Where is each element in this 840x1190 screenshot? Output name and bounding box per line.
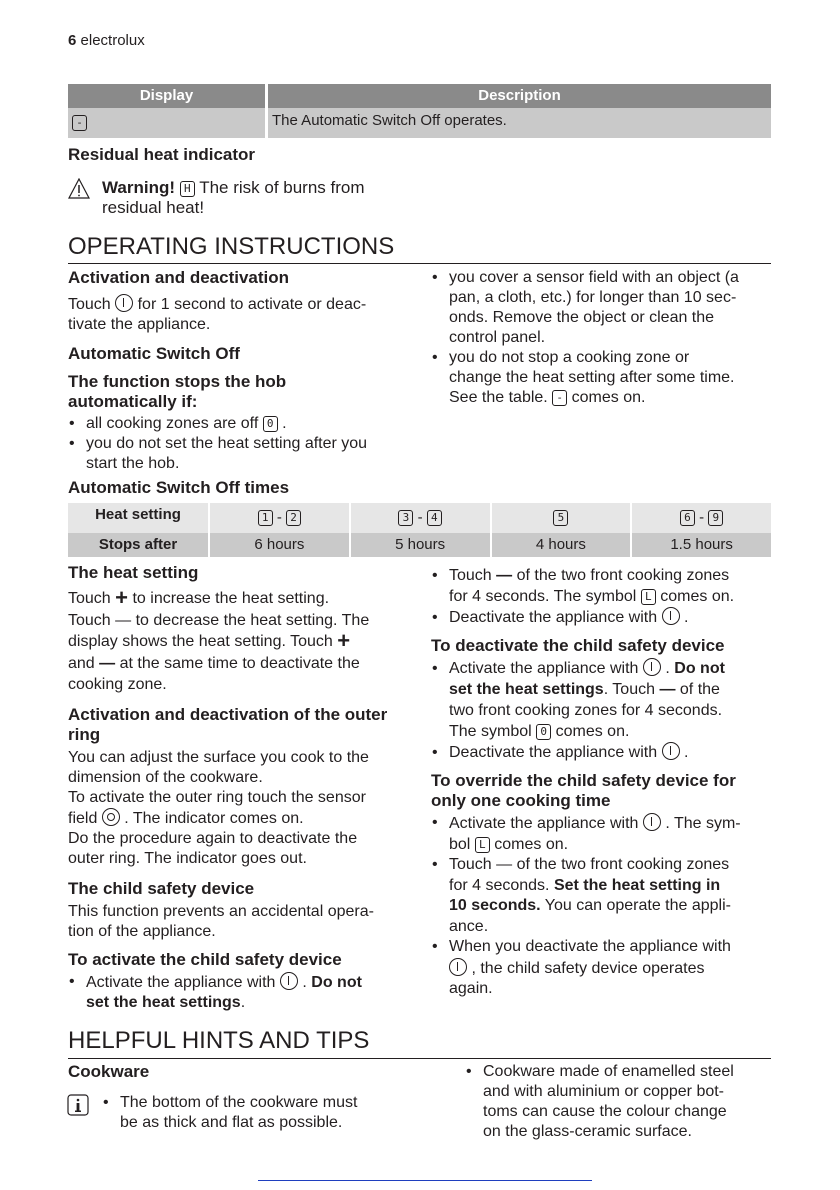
- minus-icon: —: [99, 654, 116, 672]
- stops-title: [68, 372, 413, 412]
- outer-title-2: ring: [68, 724, 101, 744]
- outer-text: [68, 748, 416, 869]
- sep-1: -: [276, 509, 282, 526]
- times-title: Automatic Switch Off times: [68, 478, 290, 497]
- a3-pre: Deactivate the appliance with: [449, 609, 658, 626]
- stops-list-left: [68, 414, 413, 474]
- list-item: [431, 937, 776, 1000]
- stops-title-1: The function stops the hob: [68, 372, 287, 391]
- outer-l6: outer ring. The indicator goes out.: [68, 849, 307, 867]
- child-text: [68, 902, 416, 942]
- child-deactivate-title: To deactivate the child safety device: [431, 636, 725, 655]
- list-item: [431, 855, 776, 937]
- operating-left-column: [68, 268, 413, 474]
- b2-line1: you do not set the heat setting after you: [86, 435, 368, 452]
- seg-5: 5: [553, 510, 568, 526]
- child-title: The child safety device: [68, 878, 255, 898]
- lower-left-column: [68, 563, 416, 1013]
- power-icon: [662, 607, 680, 625]
- child-activate-list: [68, 972, 416, 1013]
- sep-2: -: [417, 509, 423, 526]
- o1-l2-pre: bol: [449, 835, 471, 853]
- seg-1: 1: [258, 510, 273, 526]
- a2-l2-pre: for 4 seconds. The symbol: [449, 588, 637, 605]
- d1-bold2: set the heat settings: [449, 681, 604, 698]
- power-icon: [115, 294, 133, 312]
- o2-l3-bold: 10 seconds.: [449, 897, 541, 914]
- a1-pre: Activate the appliance with: [86, 973, 276, 991]
- override-list: [431, 813, 776, 1000]
- c2-l2: and with aluminium or copper bot-: [483, 1083, 725, 1100]
- outer-title-1: Activation and deactivation of the outer: [68, 704, 388, 724]
- heat-col-1: [210, 503, 349, 533]
- outer-title: [68, 705, 416, 745]
- warning-icon: [68, 178, 90, 205]
- residual-line2: residual heat!: [102, 198, 205, 217]
- o2-l4: ance.: [449, 917, 489, 935]
- d1-post2: of the: [679, 681, 720, 698]
- o1-pre: Activate the appliance with: [449, 815, 639, 832]
- list-item: [431, 348, 776, 408]
- power-icon: [662, 742, 680, 760]
- hints-rule: [68, 1058, 771, 1059]
- zero-symbol: 0: [536, 724, 551, 740]
- lower-right-column: [431, 565, 776, 1000]
- c1-l2: be as thick and flat as possible.: [120, 1114, 343, 1131]
- heat-l1-post: to increase the heat setting.: [132, 590, 330, 607]
- o2-l3-post: You can operate the appli-: [544, 897, 731, 914]
- o3-l2-post: , the child safety device operates: [471, 959, 705, 977]
- a2-post: of the two front cooking zones: [516, 567, 730, 584]
- display-table: [68, 84, 771, 138]
- list-item: [465, 1062, 775, 1142]
- zero-symbol: 0: [263, 416, 278, 432]
- child-l1: This function prevents an accidental opera-: [68, 902, 374, 920]
- warning-label: Warning!: [102, 178, 176, 197]
- stops-title-2: automatically if:: [68, 392, 198, 411]
- b3-line3: onds. Remove the object or clean the: [449, 309, 715, 326]
- d1-l3: two front cooking zones for 4 seconds.: [449, 702, 723, 719]
- activation-title: Activation and deactivation: [68, 268, 290, 287]
- heat-l5: cooking zone.: [68, 676, 167, 693]
- o2-l1: Touch — of the two front cooking zones: [449, 856, 730, 873]
- activation-post2: tivate the appliance.: [68, 316, 211, 333]
- residual-heat-title: Residual heat indicator: [68, 145, 256, 164]
- a1-mid: .: [302, 973, 307, 991]
- d2-pre: Deactivate the appliance with: [449, 744, 658, 761]
- override-title-1: To override the child safety device for: [431, 771, 736, 790]
- power-icon: [449, 958, 467, 976]
- lock-symbol: L: [641, 589, 656, 605]
- activation-pre: Touch: [68, 296, 111, 313]
- b4-line1: you do not stop a cooking zone or: [449, 349, 690, 366]
- heat-col-3: [492, 503, 631, 533]
- list-item: [431, 658, 776, 742]
- operating-right-column: [431, 268, 776, 408]
- cookware-list-left: [102, 1093, 422, 1133]
- list-item: [431, 607, 776, 628]
- page-header: [68, 32, 145, 49]
- o2-l2-pre: for 4 seconds.: [449, 876, 550, 894]
- list-item: [102, 1093, 422, 1133]
- child-activate-title: To activate the child safety device: [68, 949, 342, 969]
- list-item: [431, 813, 776, 855]
- heat-col-4: [632, 503, 771, 533]
- activation-post1: for 1 second to activate or deac-: [137, 296, 367, 313]
- a1-end: .: [240, 993, 246, 1011]
- outer-l1: You can adjust the surface you cook to the: [68, 748, 369, 766]
- operating-rule: [68, 263, 771, 264]
- override-title: [431, 771, 776, 811]
- d2-post: .: [684, 744, 689, 761]
- list-item: [68, 434, 413, 474]
- dash-symbol: -: [552, 390, 567, 406]
- hours-col-2: 5 hours: [395, 536, 446, 553]
- o1-post: . The sym-: [665, 815, 741, 832]
- residual-warning: [102, 178, 365, 218]
- d1-l4-pre: The symbol: [449, 723, 532, 740]
- residual-line1: The risk of burns from: [199, 178, 365, 197]
- table-cell-display: [68, 108, 265, 138]
- outer-l2: dimension of the cookware.: [68, 768, 263, 786]
- heat-title: The heat setting: [68, 563, 199, 582]
- heat-l1-pre: Touch: [68, 590, 111, 607]
- times-row1-label: Heat setting: [95, 506, 181, 523]
- heat-l4-post: at the same time to deactivate the: [119, 654, 360, 672]
- table-cell-description: The Automatic Switch Off operates.: [268, 108, 771, 138]
- residual-symbol: H: [180, 181, 195, 197]
- seg-3: 3: [398, 510, 413, 526]
- cookware-list-right: [465, 1062, 775, 1142]
- hours-col-4: 1.5 hours: [670, 536, 733, 553]
- child-activate-list-cont: [431, 565, 776, 628]
- power-icon: [280, 972, 298, 990]
- plus-icon: +: [337, 628, 351, 653]
- o3-l3: again.: [449, 980, 493, 997]
- list-item: [431, 742, 776, 763]
- c2-l4: on the glass-ceramic surface.: [483, 1123, 692, 1140]
- seg-4: 4: [427, 510, 442, 526]
- seg-2: 2: [286, 510, 301, 526]
- b4-pre: See the table.: [449, 389, 548, 406]
- times-row2-label: Stops after: [98, 536, 178, 553]
- hours-col-1: 6 hours: [254, 536, 305, 553]
- outer-l3: To activate the outer ring touch the sensor: [68, 788, 366, 806]
- b4-post: comes on.: [571, 389, 646, 406]
- a1-bold2: set the heat settings: [86, 993, 241, 1011]
- c1-l1: The bottom of the cookware must: [120, 1094, 358, 1111]
- minus-icon: —: [496, 567, 513, 584]
- info-icon: [67, 1094, 89, 1121]
- d1-bold1: Do not: [674, 660, 725, 677]
- d1-post: . Touch: [603, 681, 655, 698]
- c2-l1: Cookware made of enamelled steel: [483, 1063, 734, 1080]
- seg-6: 6: [680, 510, 695, 526]
- sep-4: -: [699, 509, 705, 526]
- child-l2: tion of the appliance.: [68, 922, 216, 940]
- list-item: [431, 565, 776, 607]
- c2-l3: toms can cause the colour change: [483, 1103, 727, 1120]
- outer-l4-post: . The indicator comes on.: [124, 809, 304, 827]
- operating-heading: OPERATING INSTRUCTIONS: [68, 233, 395, 260]
- brand-name: electrolux: [80, 32, 145, 49]
- override-title-2: only one cooking time: [431, 791, 611, 810]
- a2-pre: Touch: [449, 567, 492, 584]
- outer-l5: Do the procedure again to deactivate the: [68, 829, 358, 847]
- stops-list-right: [431, 268, 776, 408]
- a1-bold1: Do not: [311, 973, 362, 991]
- b3-line2: pan, a cloth, etc.) for longer than 10 sec-: [449, 289, 737, 306]
- heat-l3-pre: display shows the heat setting. Touch: [68, 633, 333, 650]
- d1-l4-post: comes on.: [555, 723, 630, 740]
- list-item: [431, 268, 776, 348]
- auto-switch-title: Automatic Switch Off: [68, 344, 240, 363]
- table-header-description: Description: [268, 84, 771, 108]
- a3-post: .: [684, 609, 689, 626]
- display-symbol: -: [72, 115, 87, 131]
- heat-text: [68, 585, 416, 696]
- d1-mid: .: [665, 660, 670, 677]
- footer-link-line[interactable]: [258, 1180, 592, 1181]
- plus-icon: +: [115, 585, 129, 610]
- outer-l4-pre: field: [68, 809, 98, 827]
- activation-text: [68, 294, 413, 335]
- outer-ring-icon: [102, 808, 120, 826]
- child-deactivate-list: [431, 658, 776, 763]
- heat-l4-pre: and: [68, 654, 95, 672]
- b2-line2: start the hob.: [86, 455, 180, 472]
- heat-col-2: [351, 503, 490, 533]
- power-icon: [643, 813, 661, 831]
- b3-line4: control panel.: [449, 329, 546, 346]
- heat-l2: Touch — to decrease the heat setting. The: [68, 611, 370, 629]
- page-number: 6: [68, 32, 77, 49]
- o1-l2-post: comes on.: [494, 835, 569, 853]
- power-icon: [643, 658, 661, 676]
- lock-symbol: L: [475, 837, 490, 853]
- o3-l1: When you deactivate the appliance with: [449, 938, 731, 955]
- b4-line2: change the heat setting after some time.: [449, 369, 735, 386]
- hours-col-3: 4 hours: [535, 536, 586, 553]
- times-table: [68, 503, 771, 557]
- minus-icon: —: [659, 681, 676, 698]
- hints-heading: HELPFUL HINTS AND TIPS: [68, 1027, 370, 1054]
- cookware-title: Cookware: [68, 1062, 150, 1081]
- a2-l2-post: comes on.: [660, 588, 735, 605]
- b3-line1: you cover a sensor field with an object (a: [449, 269, 739, 286]
- list-item: [68, 972, 416, 1013]
- table-header-display: Display: [68, 84, 265, 108]
- b1-post: .: [282, 415, 287, 432]
- o2-l2-bold: Set the heat setting in: [553, 876, 721, 894]
- b1-pre: all cooking zones are off: [86, 415, 259, 432]
- list-item: [68, 414, 413, 434]
- d1-pre: Activate the appliance with: [449, 660, 639, 677]
- seg-9: 9: [708, 510, 723, 526]
